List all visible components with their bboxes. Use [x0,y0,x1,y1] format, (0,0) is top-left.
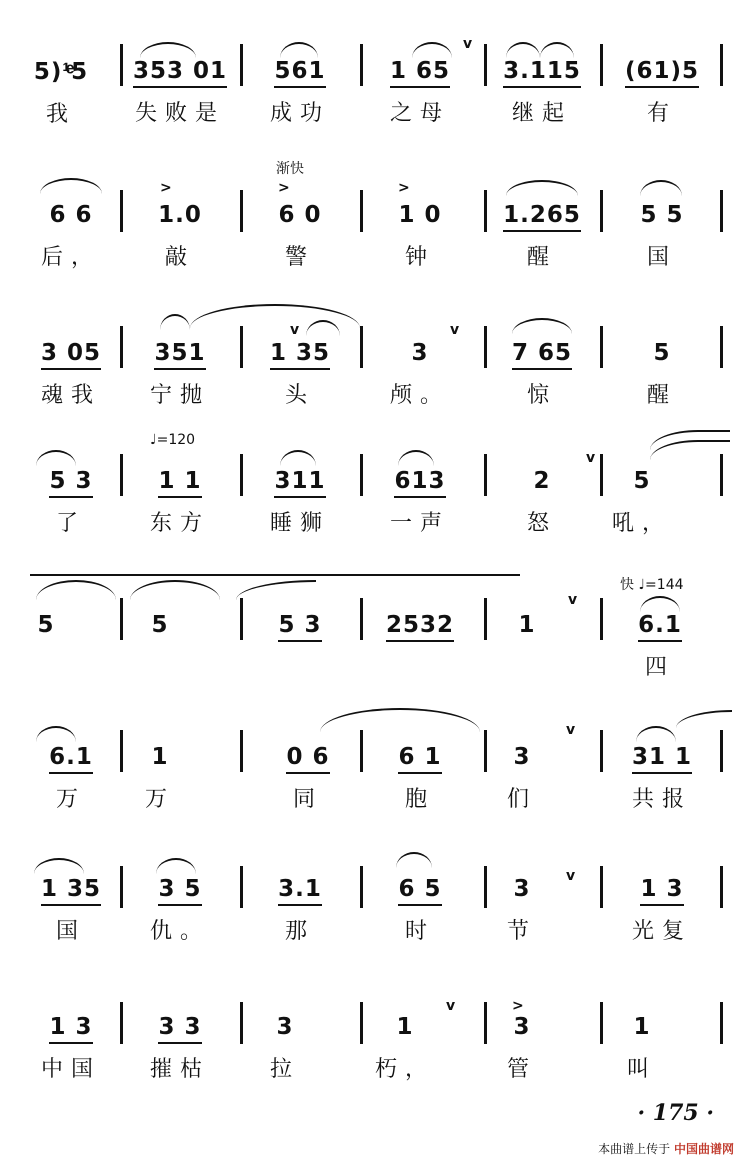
measure [612,340,712,409]
measure [370,876,470,945]
barline [484,730,487,772]
measure [492,468,592,537]
lyric: 宁抛 [149,383,210,408]
lyric: 中国 [40,1057,101,1082]
measure [612,58,712,127]
notes: 3 [513,1014,531,1040]
notes: 3 [513,744,531,770]
lyric: 国 [646,245,677,270]
lyric: 叫 [626,1057,657,1082]
barline [720,44,723,86]
notes: 1 0 [398,202,442,228]
notes: 3 [411,340,429,366]
barline [240,598,243,640]
score-row: 渐快 > > > 6 6 后， 1.0 敲 6 0 警 1 0 钟 1.265 醒 5 5 国 [0,158,750,278]
barline [240,44,243,86]
barline [720,326,723,368]
notes: 353 01 [132,58,228,84]
score-row: v 6.1 万 1 万 0 6 同 6 1 胞 3 们 31 1 共报 [0,704,750,824]
notes: 1 3 [640,876,684,902]
barline [484,598,487,640]
barline [484,326,487,368]
measure [250,202,350,271]
measure [250,58,350,127]
notes: 31 1 [631,744,693,770]
lyric: 同 [292,787,323,812]
notes: 1 35 [40,876,102,902]
tempo-marking: 快 ♩=144 [620,577,684,593]
lyric: 管 [506,1057,537,1082]
lyric: 一声 [389,511,450,536]
notes: 5 3 [278,612,322,638]
barline [484,190,487,232]
notes: 351 [154,340,206,366]
barline [360,598,363,640]
notes: 3 5 [158,876,202,902]
lyric: 了 [55,511,86,536]
barline [240,866,243,908]
barline [120,730,123,772]
measure [250,340,350,409]
source-credit [598,1140,734,1157]
notes: 3 [513,876,531,902]
lyric: 拉 [269,1057,300,1082]
lyric: 后， [40,245,101,270]
barline [600,326,603,368]
barline [120,1002,123,1044]
barline [120,44,123,86]
measure [26,876,116,945]
barline [720,190,723,232]
score-row: v 1 35 国 3 5 仇。 3.1 那 6 5 时 3 节 1 3 光复 [0,836,750,956]
lyric: 吼， [612,511,673,536]
barline [484,866,487,908]
measure [130,1014,230,1083]
measure [130,202,230,271]
notes: 5 3 [49,468,93,494]
barline [600,598,603,640]
notes: 3 [276,1014,294,1040]
measure [26,468,116,537]
measure [492,1014,552,1083]
notes: 6 6 [49,202,93,228]
lyric: 惊 [526,383,557,408]
measure [370,612,470,650]
measure [612,1014,672,1083]
notes: 3.115 [503,58,581,84]
lyric: 魂我 [40,383,101,408]
score-row: v v 3 05 魂我 351 宁抛 1 35 头 3 颅。 7 65 惊 5 醒 [0,300,750,420]
source-text: 本曲谱上传于 [598,1142,671,1156]
page-number: · 175 · [637,1100,714,1126]
notes: (61)5 [624,58,700,84]
measure [250,876,350,945]
notes: 2 [533,468,551,494]
barline [484,1002,487,1044]
tempo-marking: 渐快 [276,161,304,177]
measure [370,340,470,409]
notes: 1 [518,612,536,638]
notes: 1 [633,1014,651,1040]
lyric: 时 [404,919,435,944]
lyric: 失败是 [134,101,225,126]
barline [360,866,363,908]
measure [492,340,592,409]
barline [484,454,487,496]
barline [360,454,363,496]
lyric: 摧枯 [149,1057,210,1082]
notes: 5 5 [640,202,684,228]
notes: 1 [396,1014,414,1040]
notes: 1 [151,744,169,770]
score-row: 快 ♩=144 v 5 5 5 3 2532 1 6.1 四 [0,568,750,688]
barline [120,190,123,232]
lyric: 醒 [526,245,557,270]
lyric: 成功 [269,101,330,126]
notes: 7 65 [511,340,573,366]
lyric: 共报 [631,787,692,812]
score-row: ♩=120 v 5 3 了 1 1 东方 311 睡狮 613 一声 2 怒 5 吼， [0,428,750,548]
barline [120,454,123,496]
notes: 5 [37,612,55,638]
notes: 5 [151,612,169,638]
measure [140,612,180,650]
measure [492,876,552,945]
barline [360,730,363,772]
barline [240,1002,243,1044]
tie-line [30,574,520,576]
barline [720,866,723,908]
measure [26,612,66,650]
measure [130,876,230,945]
lyric: 之母 [389,101,450,126]
measure [612,202,712,271]
notes: 3 05 [40,340,102,366]
notes: 2532 [385,612,454,638]
barline [240,190,243,232]
notes: 561 [274,58,326,84]
tempo-marking: ♩=120 [150,432,196,448]
measure [612,744,712,813]
barline [360,190,363,232]
barline [240,730,243,772]
lyric: 我 [45,102,76,127]
measure [492,58,592,127]
barline [360,44,363,86]
barline [240,454,243,496]
lyric: 那 [284,919,315,944]
barline [720,1002,723,1044]
score-row: v 5)¹ͤ5 我 353 01 失败是 561 成功 1 65 之母 3.115 继起 (61)5 有 [0,34,750,154]
notes: 1 65 [389,58,451,84]
barline [720,730,723,772]
measure [612,468,672,537]
measure [250,468,350,537]
measure [370,744,470,813]
notes: 613 [394,468,446,494]
lyric: 头 [284,383,315,408]
lyric: 醒 [646,383,677,408]
lyric: 警 [284,245,315,270]
barline [600,190,603,232]
notes: 0 6 [286,744,330,770]
notes: 1 35 [269,340,331,366]
notes: 6.1 [638,612,682,638]
measure [612,876,712,945]
barline [600,454,603,496]
lyric: 四 [644,655,675,680]
measure [26,58,96,128]
notes: 1.265 [503,202,581,228]
barline [120,326,123,368]
barline [484,44,487,86]
measure [26,1014,116,1083]
lyric: 光复 [631,919,692,944]
measure [370,58,470,127]
source-brand-logo[interactable]: 中国曲谱网 [673,1142,734,1156]
lyric: 们 [506,787,537,812]
barline [720,454,723,496]
barline [600,730,603,772]
notes: 3.1 [278,876,322,902]
notes: 6.1 [49,744,93,770]
lyric: 睡狮 [269,511,330,536]
lyric: 有 [646,101,677,126]
lyric: 国 [55,919,86,944]
measure [130,744,190,813]
lyric: 敲 [164,245,195,270]
measure [492,202,592,271]
barline [360,326,363,368]
lyric: 节 [506,919,537,944]
notes: 1.0 [158,202,202,228]
measure [370,202,470,271]
measure [258,744,358,813]
measure [620,612,700,681]
notes: 6 0 [278,202,322,228]
lyric: 继起 [511,101,572,126]
notes: 5 [653,340,671,366]
measure [130,340,230,409]
lyric: 颅。 [389,383,450,408]
score-row: v > 1 3 中国 3 3 摧枯 3 拉 1 朽， 3 管 1 叫 [0,970,750,1090]
notes: 1 3 [49,1014,93,1040]
notes: 5 [633,468,651,494]
measure [370,468,470,537]
barline [120,866,123,908]
barline [600,1002,603,1044]
measure [250,612,350,650]
barline [120,598,123,640]
lyric: 仇。 [149,919,210,944]
notes: 1 1 [158,468,202,494]
measure [26,744,116,813]
barline [240,326,243,368]
lyric: 怒 [526,511,557,536]
lyric: 万 [55,787,86,812]
measure [130,58,230,127]
lyric: 万 [144,787,175,812]
measure [26,202,116,271]
lyric: 朽， [374,1057,435,1082]
measure [250,1014,320,1083]
lyric: 东方 [149,511,210,536]
lyric: 胞 [404,787,435,812]
measure [130,468,230,537]
notes: 6 1 [398,744,442,770]
barline [600,44,603,86]
notes: 3 3 [158,1014,202,1040]
notes: 5)¹ͤ5 [33,59,89,85]
barline [600,866,603,908]
lyric: 钟 [404,245,435,270]
measure [492,744,552,813]
measure [492,612,562,650]
measure [26,340,116,409]
notes: 311 [274,468,326,494]
notes: 6 5 [398,876,442,902]
measure [370,1014,440,1083]
barline [360,1002,363,1044]
